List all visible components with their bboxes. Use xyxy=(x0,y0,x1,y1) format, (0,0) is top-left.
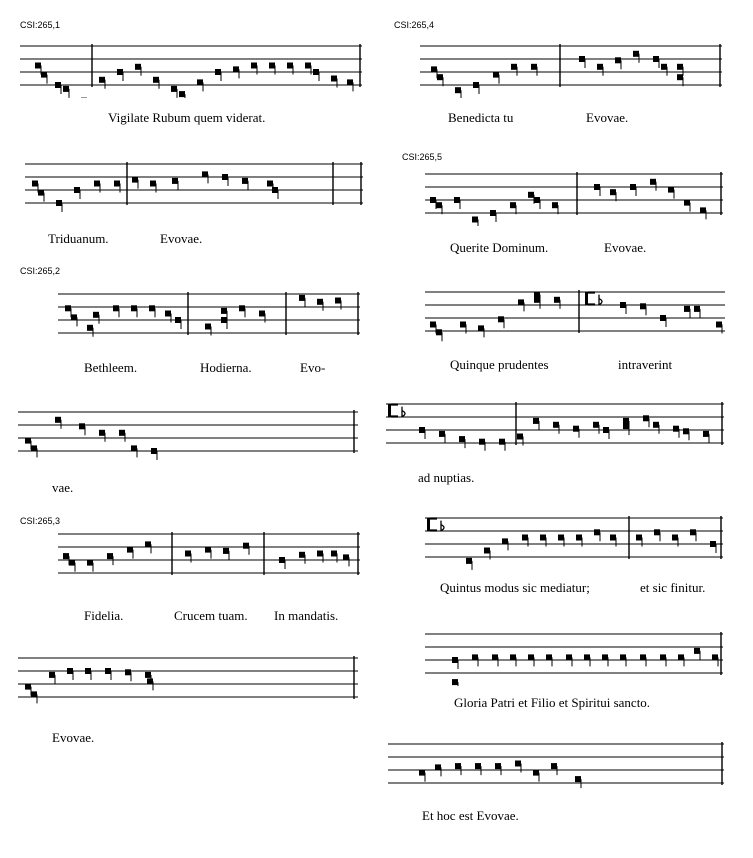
neume-note xyxy=(221,308,227,314)
neume-note xyxy=(131,445,137,451)
neume-note xyxy=(436,329,442,335)
neume-note xyxy=(436,202,442,208)
neume-note xyxy=(165,311,171,317)
neume-note xyxy=(633,51,639,57)
neume-note xyxy=(576,535,582,541)
neume-note xyxy=(636,535,642,541)
neume-note xyxy=(533,418,539,424)
chant-staff-7 xyxy=(386,400,724,456)
neume-note xyxy=(684,306,690,312)
neume-note xyxy=(145,672,151,678)
neume-note xyxy=(534,292,540,298)
neume-note xyxy=(472,654,478,660)
neume-note xyxy=(475,763,481,769)
neume-note xyxy=(534,197,540,203)
neume-note xyxy=(127,547,133,553)
neume-note xyxy=(41,72,47,78)
neume-note xyxy=(603,427,609,433)
c-clef-flat-icon xyxy=(388,405,405,417)
neume-note xyxy=(35,63,41,69)
neume-note xyxy=(71,314,77,320)
chant-staff-9 xyxy=(425,630,723,686)
chant-staff-9-svg xyxy=(425,630,723,686)
neume-note xyxy=(31,445,37,451)
chant-staff-5 xyxy=(425,170,723,226)
neume-note xyxy=(299,295,305,301)
chant-staff-5-svg xyxy=(425,170,723,226)
neume-note xyxy=(49,672,55,678)
neume-note xyxy=(528,192,534,198)
neume-note xyxy=(584,654,590,660)
neume-note xyxy=(223,548,229,554)
chant-staff-2-svg xyxy=(58,290,360,346)
lyric-bethleem: Bethleem. xyxy=(84,360,138,375)
neume-note xyxy=(105,668,111,674)
neume-note xyxy=(153,77,159,83)
neume-note xyxy=(678,654,684,660)
neume-note xyxy=(69,560,75,566)
neume-note xyxy=(531,64,537,70)
neume-note xyxy=(694,306,700,312)
neume-note xyxy=(430,322,436,328)
neume-note xyxy=(558,535,564,541)
lyric-evovae-4: Evovae. xyxy=(604,240,647,255)
lyric-intraverint: intraverint xyxy=(618,357,673,372)
neume-note xyxy=(221,317,227,323)
reference-label-265-2: CSI:265,2 xyxy=(20,266,61,276)
neume-note xyxy=(63,553,69,559)
neume-note xyxy=(132,177,138,183)
neume-note xyxy=(540,535,546,541)
neume-note xyxy=(79,423,85,429)
neume-note xyxy=(347,79,353,85)
lyric-evovae-2: Evovae. xyxy=(52,730,95,745)
neume-note xyxy=(660,315,666,321)
neume-note xyxy=(484,548,490,554)
neume-note xyxy=(623,423,629,429)
neume-note xyxy=(147,678,153,684)
neume-note xyxy=(239,305,245,311)
neume-note xyxy=(55,82,61,88)
neume-note xyxy=(528,654,534,660)
neume-note xyxy=(331,76,337,82)
neume-note xyxy=(643,415,649,421)
reference-label-265-4: CSI:265,4 xyxy=(394,20,435,30)
chant-staff-7-svg xyxy=(386,400,724,456)
neume-note xyxy=(56,200,62,206)
chant-staff-4 xyxy=(420,42,722,98)
neume-note xyxy=(684,200,690,206)
neume-note xyxy=(716,322,722,328)
neume-note xyxy=(454,197,460,203)
neume-note xyxy=(107,553,113,559)
lyric-quintus-modus: Quintus modus sic mediatur; xyxy=(440,580,590,595)
neume-note xyxy=(145,541,151,547)
neume-note xyxy=(87,325,93,331)
neume-note xyxy=(419,427,425,433)
lyric-crucem-tuam: Crucem tuam. xyxy=(174,608,248,623)
lyric-ad-nuptias: ad nuptias. xyxy=(418,470,475,485)
neume-note xyxy=(493,72,499,78)
c-clef-flat-icon xyxy=(427,519,444,531)
neume-note xyxy=(712,654,718,660)
neume-note xyxy=(431,66,437,72)
lyric-benedicta-tu: Benedicta tu xyxy=(448,110,514,125)
neume-note xyxy=(459,436,465,442)
neume-note xyxy=(515,761,521,767)
neume-note xyxy=(299,552,305,558)
neume-note xyxy=(151,448,157,454)
neume-note xyxy=(38,190,44,196)
neume-note xyxy=(67,668,73,674)
reference-label-265-3: CSI:265,3 xyxy=(20,516,61,526)
neume-note xyxy=(490,210,496,216)
neume-note xyxy=(502,538,508,544)
neume-note xyxy=(640,303,646,309)
chant-staff-1 xyxy=(20,42,362,98)
lyric-gloria-patri: Gloria Patri et Filio et Spiritui sancto. xyxy=(454,695,651,710)
neume-note xyxy=(510,654,516,660)
neume-note xyxy=(472,217,478,223)
neume-note xyxy=(661,64,667,70)
neume-note xyxy=(55,417,61,423)
neume-note xyxy=(452,679,458,685)
neume-note xyxy=(331,551,337,557)
chant-staff-3b-svg xyxy=(18,654,358,710)
neume-note xyxy=(179,91,185,97)
neume-note xyxy=(63,86,69,92)
neume-note xyxy=(205,547,211,553)
neume-note xyxy=(546,654,552,660)
neume-note xyxy=(99,77,105,83)
neume-note xyxy=(455,87,461,93)
neume-note xyxy=(32,181,38,187)
lyric-vigilate: Vigilate Rubum quem viderat. xyxy=(108,110,266,125)
neume-note xyxy=(135,64,141,70)
neume-note xyxy=(25,438,31,444)
lyric-et-sic-finitur: et sic finitur. xyxy=(640,580,706,595)
neume-note xyxy=(710,541,716,547)
neume-note xyxy=(479,439,485,445)
neume-note xyxy=(615,57,621,63)
neume-note xyxy=(677,74,683,80)
chant-staff-4-svg xyxy=(420,42,722,98)
neume-note xyxy=(31,691,37,697)
chant-staff-8-svg xyxy=(425,514,723,570)
neume-note xyxy=(99,430,105,436)
neume-note xyxy=(553,422,559,428)
neume-note xyxy=(202,171,208,177)
lyric-triduanum: Triduanum. xyxy=(48,231,109,246)
neume-note xyxy=(573,426,579,432)
neume-note xyxy=(25,684,31,690)
neume-note xyxy=(690,529,696,535)
neume-note xyxy=(594,184,600,190)
neume-note xyxy=(150,181,156,187)
lyric-vae: vae. xyxy=(52,480,74,495)
lyric-in-mandatis: In mandatis. xyxy=(274,608,339,623)
neume-note xyxy=(640,654,646,660)
neume-note xyxy=(419,770,425,776)
lyric-evovae-1: Evovae. xyxy=(160,231,203,246)
c-clef-flat-icon xyxy=(585,293,602,305)
chant-staff-2b-svg xyxy=(18,408,358,464)
neume-note xyxy=(495,763,501,769)
neume-note xyxy=(610,535,616,541)
neume-note xyxy=(683,428,689,434)
neume-note xyxy=(703,431,709,437)
neume-note xyxy=(623,418,629,424)
neume-note xyxy=(534,297,540,303)
neume-note xyxy=(279,557,285,563)
neume-note xyxy=(215,69,221,75)
chant-staff-1b xyxy=(25,160,363,216)
neume-note xyxy=(499,439,505,445)
neume-note xyxy=(435,764,441,770)
neume-note xyxy=(317,551,323,557)
neume-note xyxy=(620,302,626,308)
neume-note xyxy=(579,56,585,62)
chant-staff-1-svg xyxy=(20,42,362,98)
neume-note xyxy=(233,66,239,72)
neume-note xyxy=(149,305,155,311)
neume-note xyxy=(317,299,323,305)
lyric-hodierna: Hodierna. xyxy=(200,360,252,375)
neume-note xyxy=(172,178,178,184)
chant-staff-2 xyxy=(58,290,360,346)
neume-note xyxy=(335,298,341,304)
neume-note xyxy=(65,305,71,311)
neume-note xyxy=(259,311,265,317)
neume-note xyxy=(85,668,91,674)
chant-staff-8 xyxy=(425,514,723,570)
lyric-evo: Evo- xyxy=(300,360,326,375)
neume-note xyxy=(575,776,581,782)
neume-note xyxy=(610,189,616,195)
chant-staff-3b xyxy=(18,654,358,710)
neume-note xyxy=(533,770,539,776)
neume-note xyxy=(668,187,674,193)
chant-staff-3-svg xyxy=(58,530,360,586)
lyric-fidelia: Fidelia. xyxy=(84,608,124,623)
neume-note xyxy=(114,181,120,187)
neume-note xyxy=(630,184,636,190)
neume-note xyxy=(653,56,659,62)
neume-note xyxy=(452,657,458,663)
neume-note xyxy=(94,181,100,187)
neume-note xyxy=(287,63,293,69)
neume-note xyxy=(205,324,211,330)
neume-note xyxy=(343,554,349,560)
chant-staff-3 xyxy=(58,530,360,586)
neume-note xyxy=(522,535,528,541)
neume-note xyxy=(437,74,443,80)
neume-note xyxy=(243,543,249,549)
neume-note xyxy=(552,202,558,208)
neume-note xyxy=(305,63,311,69)
neume-note xyxy=(677,64,683,70)
neume-note xyxy=(267,181,273,187)
neume-note xyxy=(113,305,119,311)
chant-staff-6 xyxy=(425,288,725,344)
neume-note xyxy=(269,63,275,69)
neume-note xyxy=(597,64,603,70)
neume-note xyxy=(455,763,461,769)
neume-note xyxy=(602,654,608,660)
neume-note xyxy=(478,325,484,331)
reference-label-265-5: CSI:265,5 xyxy=(402,152,443,162)
chant-staff-6-svg xyxy=(425,288,725,344)
neume-note xyxy=(430,197,436,203)
neume-note xyxy=(313,69,319,75)
lyric-et-hoc-est: Et hoc est Evovae. xyxy=(422,808,519,823)
neume-note xyxy=(511,64,517,70)
neume-note xyxy=(694,648,700,654)
neume-note xyxy=(653,422,659,428)
neume-note xyxy=(131,305,137,311)
reference-label-265-1: CSI:265,1 xyxy=(20,20,61,30)
neume-note xyxy=(473,82,479,88)
neume-note xyxy=(650,179,656,185)
neume-note xyxy=(222,174,228,180)
lyric-quinque-prudentes: Quinque prudentes xyxy=(450,357,549,372)
neume-note xyxy=(594,529,600,535)
neume-note xyxy=(492,654,498,660)
neume-note xyxy=(87,560,93,566)
chant-staff-2b xyxy=(18,408,358,464)
neume-note xyxy=(119,430,125,436)
chant-staff-10 xyxy=(388,740,724,796)
neume-note xyxy=(554,297,560,303)
neume-note xyxy=(518,299,524,305)
neume-note xyxy=(517,434,523,440)
neume-note xyxy=(551,763,557,769)
neume-note xyxy=(175,317,181,323)
neume-note xyxy=(125,669,131,675)
neume-note xyxy=(439,431,445,437)
neume-note xyxy=(700,207,706,213)
neume-note xyxy=(93,312,99,318)
neume-note xyxy=(566,654,572,660)
neume-note xyxy=(672,535,678,541)
neume-note xyxy=(117,69,123,75)
neume-note xyxy=(185,551,191,557)
chant-staff-1b-svg xyxy=(25,160,363,216)
neume-note xyxy=(673,426,679,432)
neume-note xyxy=(272,187,278,193)
neume-note xyxy=(593,422,599,428)
neume-note xyxy=(498,316,504,322)
neume-note xyxy=(197,79,203,85)
neume-note xyxy=(242,178,248,184)
lyric-querite-dominum: Querite Dominum. xyxy=(450,240,549,255)
chant-staff-10-svg xyxy=(388,740,724,796)
lyric-evovae-3: Evovae. xyxy=(586,110,629,125)
neume-note xyxy=(654,529,660,535)
neume-note xyxy=(251,63,257,69)
neume-note xyxy=(660,654,666,660)
neume-note xyxy=(74,187,80,193)
neume-note xyxy=(510,202,516,208)
neume-note xyxy=(460,322,466,328)
neume-note xyxy=(620,654,626,660)
neume-note xyxy=(466,558,472,564)
neume-note xyxy=(171,86,177,92)
